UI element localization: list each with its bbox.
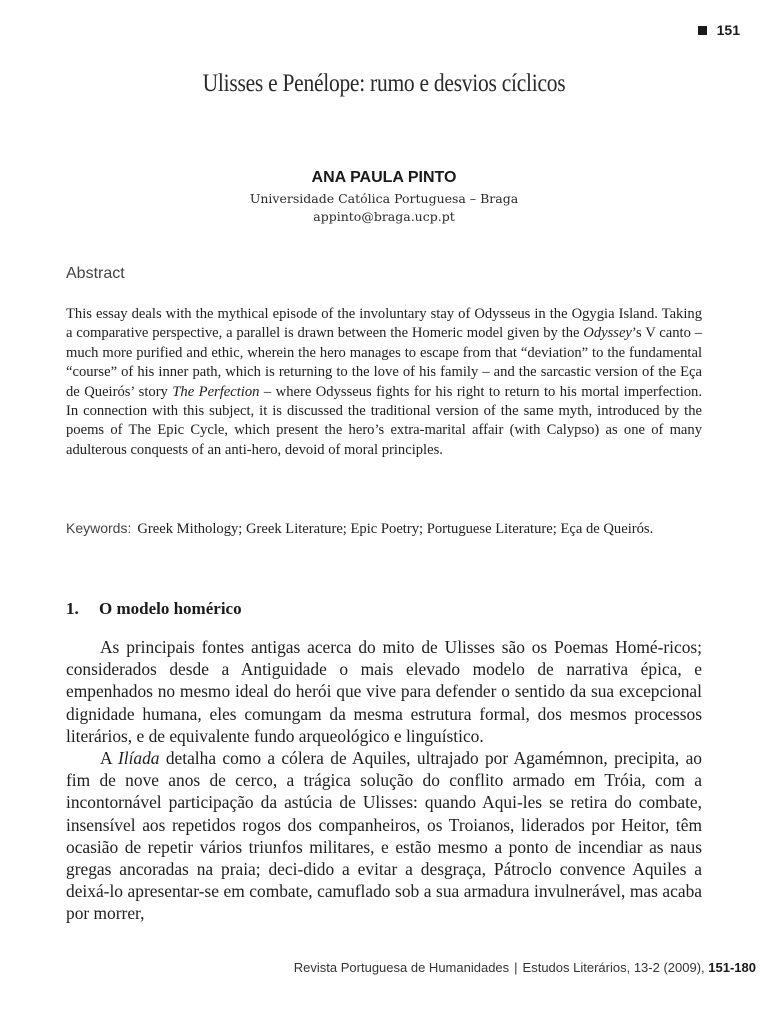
abstract-text-part1: This essay deals with the mythical episode of the involuntary stay of Odysseus in the Ogygia Island. Taking a comparative perspective, a parallel is drawn between the Homeric model given by the: [66, 306, 702, 342]
section-number: 1.: [66, 599, 79, 618]
section-title: O modelo homérico: [99, 599, 242, 618]
page-number: [698, 22, 740, 38]
body-paragraph-2: [66, 747, 702, 925]
page-footer: [294, 960, 756, 975]
abstract-text-part2: ’s V canto – much more purified and ethic, wherein the hero manages to escape from that “deviation” to the fundamental “course” of his inner path, which is returning to the love of his family – and the sarcastic version of the Eça de Queirós’ story: [66, 325, 702, 400]
abstract-heading: Abstract: [66, 265, 125, 282]
section-body: [66, 636, 702, 925]
article-title: Ulisses e Penélope: rumo e desvios cíclicos: [202, 70, 566, 97]
section-heading: [66, 599, 242, 619]
author-name: ANA PAULA PINTO: [311, 169, 457, 186]
body-paragraph-1: As principais fontes antigas acerca do mito de Ulisses são os Poemas Homé-ricos; considerados desde a Antiguidade o mais elevado modelo de narrativa épica, e empenhados no mesmo ideal do herói que vive para defender o sentido da sua excepcional dignidade humana, eles comungam da mesma estrutura formal, dos mesmos processos literários, e de equivalente fundo arqueológico e linguístico.: [66, 637, 702, 746]
abstract-italic-odyssey: Odyssey: [583, 325, 632, 342]
footer-pages: 151-180: [708, 960, 756, 975]
footer-issue: Estudos Literários, 13-2 (2009),: [522, 960, 705, 975]
abstract-body: [66, 305, 702, 460]
author-affiliation: Universidade Católica Portuguesa – Braga: [249, 191, 519, 206]
para2-rest: detalha como a cólera de Aquiles, ultrajado por Agamémnon, precipita, ao fim de nove anos de cerco, a trágica solução do conflito armado em Tróia, com a incontornável participação da astúcia de Ulisses: quando Aqui-les se retira do combate, insensível aos repetidos rogos dos companheiros, os Troianos, liderados por Heitor, têm ocasião de repetir vários triunfos militares, e estão mesmo a ponto de incendiar as naus gregas ancoradas na praia; deci-dido a evitar a desgraça, Pátroclo convence Aquiles a deixá-lo apresentar-se em combate, camuflado sob a sua armadura invulnerável, mas acaba por morrer,: [66, 748, 702, 924]
footer-separator: |: [514, 960, 518, 975]
para2-italic-iliada: Ilíada: [117, 748, 160, 769]
keywords: [66, 519, 702, 539]
keywords-label: Keywords:: [66, 520, 132, 536]
page-number-text: 151: [716, 22, 740, 38]
square-bullet-icon: [698, 26, 707, 35]
abstract-italic-perfection: The Perfection: [172, 383, 260, 400]
footer-journal: Revista Portuguesa de Humanidades: [293, 960, 510, 975]
para2-start: A: [100, 748, 118, 769]
keywords-text: Greek Mithology; Greek Literature; Epic Poetry; Portuguese Literature; Eça de Queirós.: [137, 521, 654, 537]
author-email: appinto@braga.ucp.pt: [313, 209, 455, 224]
abstract-text-part3: – where Odysseus fights for his right to return to his mortal imperfection. In connection with this subject, it is discussed the traditional version of the same myth, introduced by the poems of The Epic Cycle, which present the hero’s extra-marital affair (with Calypso) as one of many adulterous conquests of an anti-hero, devoid of moral principles.: [66, 383, 702, 458]
